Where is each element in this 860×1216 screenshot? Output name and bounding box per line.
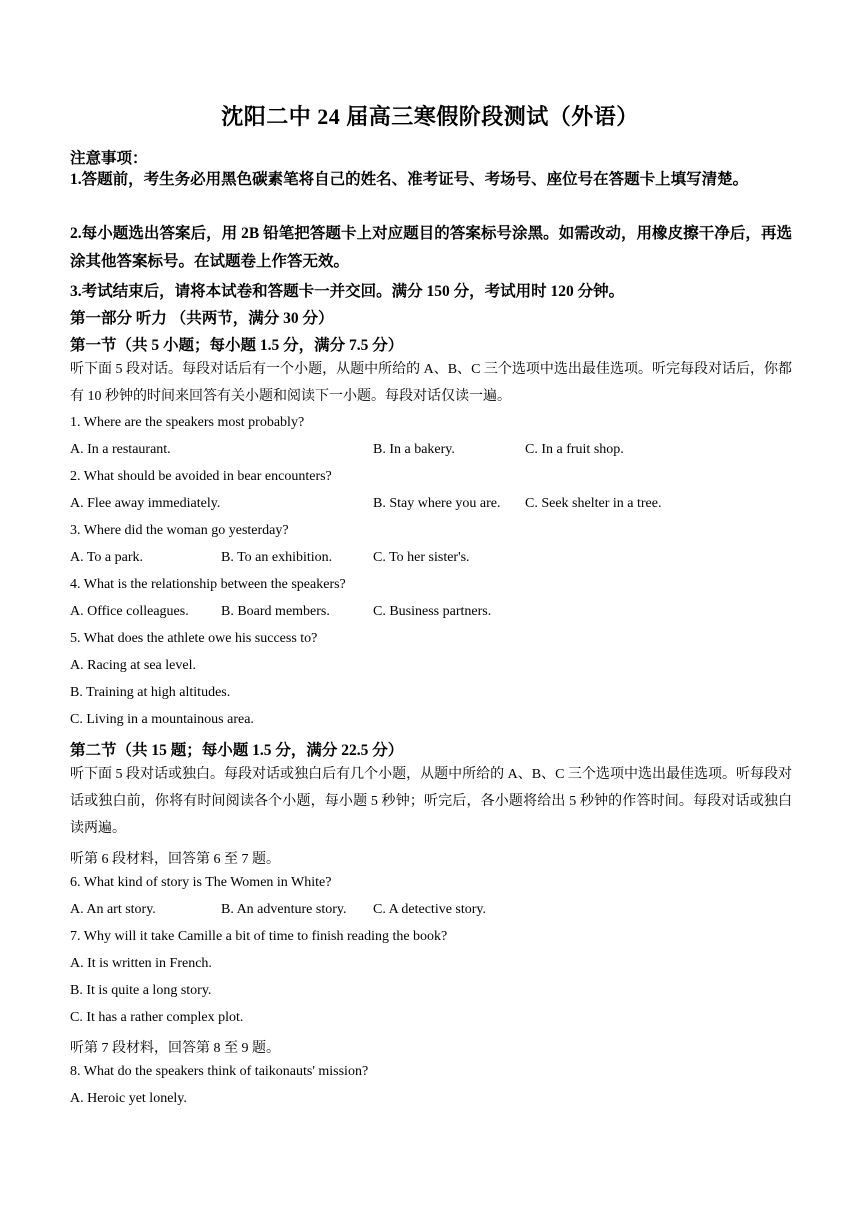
question-8-stem: 8. What do the speakers think of taikonauts' mission?: [70, 1064, 369, 1079]
question-4-stem: 4. What is the relationship between the speakers?: [70, 577, 346, 592]
question-6-option-c: C. A detective story.: [373, 902, 487, 917]
question-3-stem: 3. Where did the woman go yesterday?: [70, 523, 289, 538]
question-5-stem: 5. What does the athlete owe his success to?: [70, 631, 318, 646]
question-4-option-b: B. Board members.: [221, 604, 330, 619]
section2-heading: 第二节（共 15 题；每小题 1.5 分，满分 22.5 分）: [70, 742, 404, 759]
question-2-stem: 2. What should be avoided in bear encounters?: [70, 469, 332, 484]
section1-instructions: 听下面 5 段对话。每段对话后有一个小题，从题中所给的 A、B、C 三个选项中选出最佳选项。听完每段对话后，你都有 10 秒钟的时间来回答有关小题和阅读下一小题。每段对话仅读一遍。: [70, 362, 792, 404]
material-6-intro: 听第 6 段材料，回答第 6 至 7 题。: [70, 852, 280, 867]
notice-item-1: 1.答题前，考生务必用黑色碳素笔将自己的姓名、准考证号、考场号、座位号在答题卡上填写清楚。: [70, 171, 749, 188]
exam-title: 沈阳二中 24 届高三寒假阶段测试（外语）: [221, 104, 639, 129]
notice-heading: 注意事项：: [70, 150, 148, 167]
question-4-option-a: A. Office colleagues.: [70, 604, 189, 619]
question-7-option-b: B. It is quite a long story.: [70, 983, 212, 998]
question-6-stem: 6. What kind of story is The Women in White?: [70, 875, 332, 890]
question-1-option-c: C. In a fruit shop.: [525, 442, 624, 457]
section2-instructions: 听下面 5 段对话或独白。每段对话或独白后有几个小题，从题中所给的 A、B、C 三个选项中选出最佳选项。听每段对话或独白前，你将有时间阅读各个小题，每小题 5 秒钟；听完后，各小题将给出 5 秒钟的作答时间。每段对话或独白读两遍。: [70, 767, 792, 836]
question-5-option-c: C. Living in a mountainous area.: [70, 712, 254, 727]
question-2-option-c: C. Seek shelter in a tree.: [525, 496, 662, 511]
question-1-stem: 1. Where are the speakers most probably?: [70, 415, 305, 430]
question-4-option-c: C. Business partners.: [373, 604, 492, 619]
question-6-option-b: B. An adventure story.: [221, 902, 347, 917]
question-7-option-c: C. It has a rather complex plot.: [70, 1010, 244, 1025]
question-2-option-b: B. Stay where you are.: [373, 496, 501, 511]
question-6-option-a: A. An art story.: [70, 902, 156, 917]
question-3-option-b: B. To an exhibition.: [221, 550, 333, 565]
material-7-intro: 听第 7 段材料，回答第 8 至 9 题。: [70, 1041, 280, 1056]
question-1-option-b: B. In a bakery.: [373, 442, 455, 457]
question-8-option-a: A. Heroic yet lonely.: [70, 1091, 187, 1106]
question-5-option-a: A. Racing at sea level.: [70, 658, 196, 673]
question-1-option-a: A. In a restaurant.: [70, 442, 171, 457]
question-3-option-a: A. To a park.: [70, 550, 144, 565]
question-5-option-b: B. Training at high altitudes.: [70, 685, 231, 700]
part1-heading: 第一部分 听力 （共两节，满分 30 分）: [70, 310, 334, 327]
notice-item-2: 2.每小题选出答案后，用 2B 铅笔把答题卡上对应题目的答案标号涂黑。如需改动，用橡皮擦干净后，再选涂其他答案标号。在试题卷上作答无效。: [70, 225, 792, 270]
notice-item-3: 3.考试结束后，请将本试卷和答题卡一并交回。满分 150 分，考试用时 120 分钟。: [70, 283, 625, 300]
question-7-stem: 7. Why will it take Camille a bit of time to finish reading the book?: [70, 929, 448, 944]
section1-heading: 第一节（共 5 小题；每小题 1.5 分，满分 7.5 分）: [70, 337, 404, 354]
question-2-option-a: A. Flee away immediately.: [70, 496, 221, 511]
question-7-option-a: A. It is written in French.: [70, 956, 212, 971]
question-3-option-c: C. To her sister's.: [373, 550, 470, 565]
